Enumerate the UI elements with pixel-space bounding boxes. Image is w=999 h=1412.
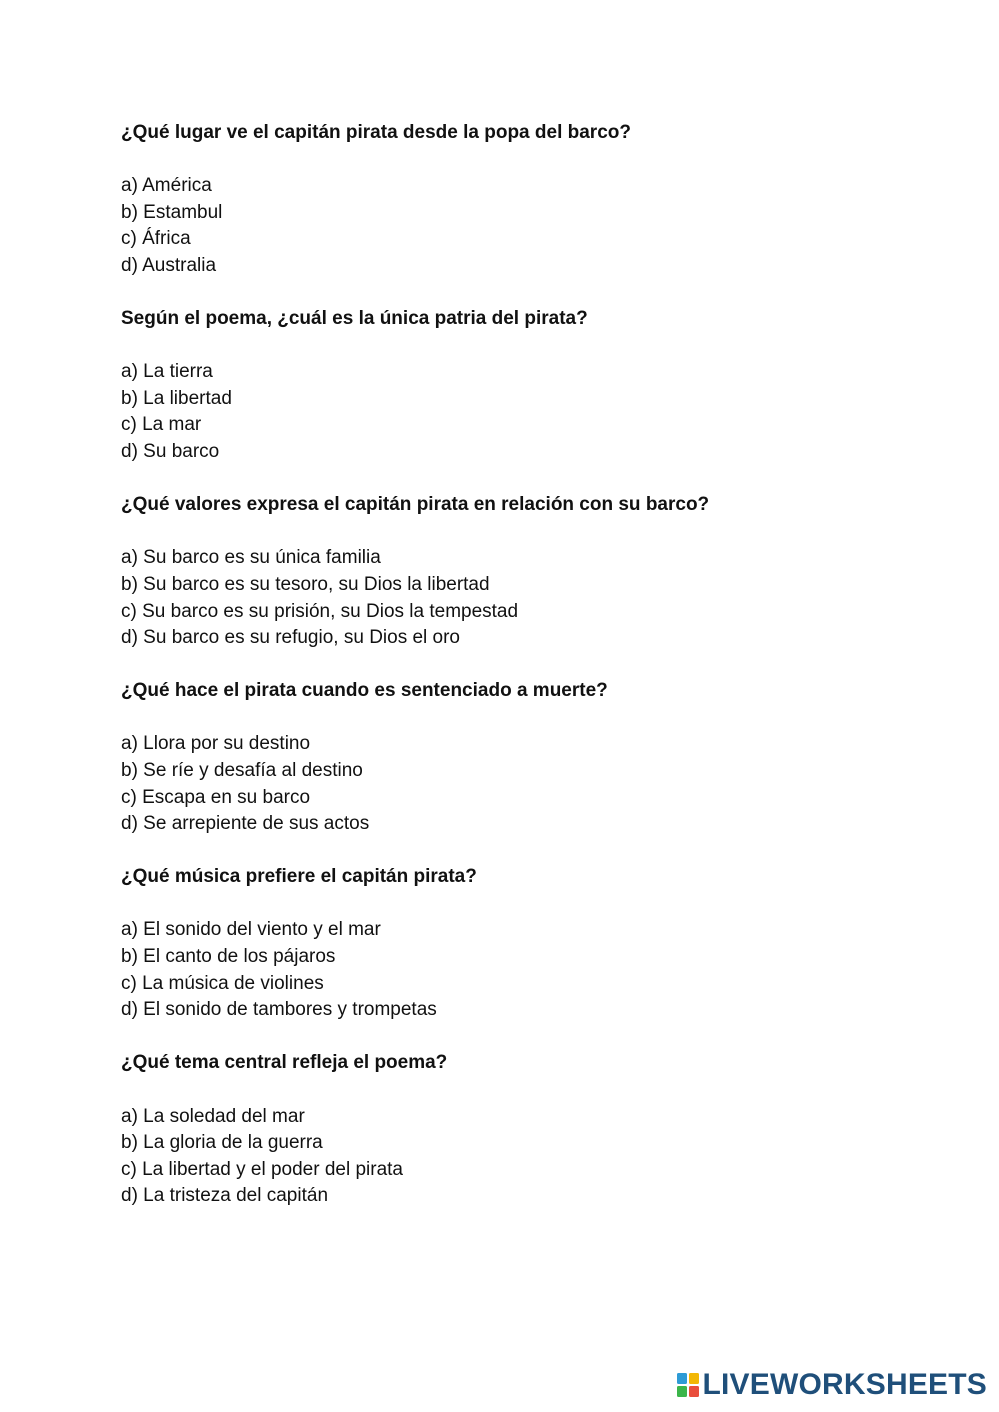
question-1-text: ¿Qué lugar ve el capitán pirata desde la popa del barco? [121, 122, 631, 143]
question-block [121, 1050, 941, 1210]
liveworksheets-brand [677, 1368, 988, 1402]
option: d) La tristeza del capitán [121, 1185, 329, 1207]
question-block [121, 678, 941, 838]
question-block [121, 492, 941, 652]
option: a) Llora por su destino [121, 733, 311, 755]
option: c) La mar [121, 414, 202, 436]
option: d) El sonido de tambores y trompetas [121, 999, 437, 1021]
option: d) Su barco es su refugio, su Dios el oro [121, 627, 461, 649]
option: a) La soledad del mar [121, 1105, 305, 1127]
option: d) Australia [121, 254, 217, 276]
option: a) Su barco es su única familia [121, 547, 381, 569]
question-3-options [121, 545, 941, 651]
liveworksheets-logo-icon [677, 1373, 699, 1397]
option: b) La libertad [121, 387, 232, 409]
option: c) África [121, 228, 191, 250]
option: c) Su barco es su prisión, su Dios la tempestad [121, 600, 519, 622]
question-3-text: ¿Qué valores expresa el capitán pirata en relación con su barco? [121, 494, 710, 516]
option: a) América [121, 175, 212, 197]
question-block [121, 120, 941, 280]
option: d) Se arrepiente de sus actos [121, 813, 370, 835]
option: b) Se ríe y desafía al destino [121, 759, 363, 781]
option: b) Estambul [121, 201, 223, 223]
question-2-options [121, 359, 941, 465]
question-5-options [121, 917, 941, 1023]
question-block [121, 864, 941, 1024]
question-6-text: ¿Qué tema central refleja el poema? [121, 1052, 448, 1074]
option: c) La música de violines [121, 972, 324, 994]
question-4-options [121, 731, 941, 837]
option: a) La tierra [121, 361, 213, 383]
worksheet [121, 120, 941, 1236]
question-6-options [121, 1104, 941, 1210]
question-4-text: ¿Qué hace el pirata cuando es sentenciado a muerte? [121, 680, 608, 702]
option: c) Escapa en su barco [121, 786, 311, 808]
option: a) El sonido del viento y el mar [121, 919, 381, 941]
option: b) La gloria de la guerra [121, 1132, 323, 1154]
option: b) El canto de los pájaros [121, 946, 336, 968]
brand-name: LIVEWORKSHEETS [702, 1368, 987, 1401]
option: c) La libertad y el poder del pirata [121, 1158, 403, 1180]
option: d) Su barco [121, 441, 220, 463]
question-2-text: Según el poema, ¿cuál es la única patria del pirata? [121, 308, 588, 330]
option: b) Su barco es su tesoro, su Dios la libertad [121, 573, 490, 595]
question-1-options [121, 173, 941, 279]
question-5-text: ¿Qué música prefiere el capitán pirata? [121, 866, 477, 888]
question-block [121, 306, 941, 466]
